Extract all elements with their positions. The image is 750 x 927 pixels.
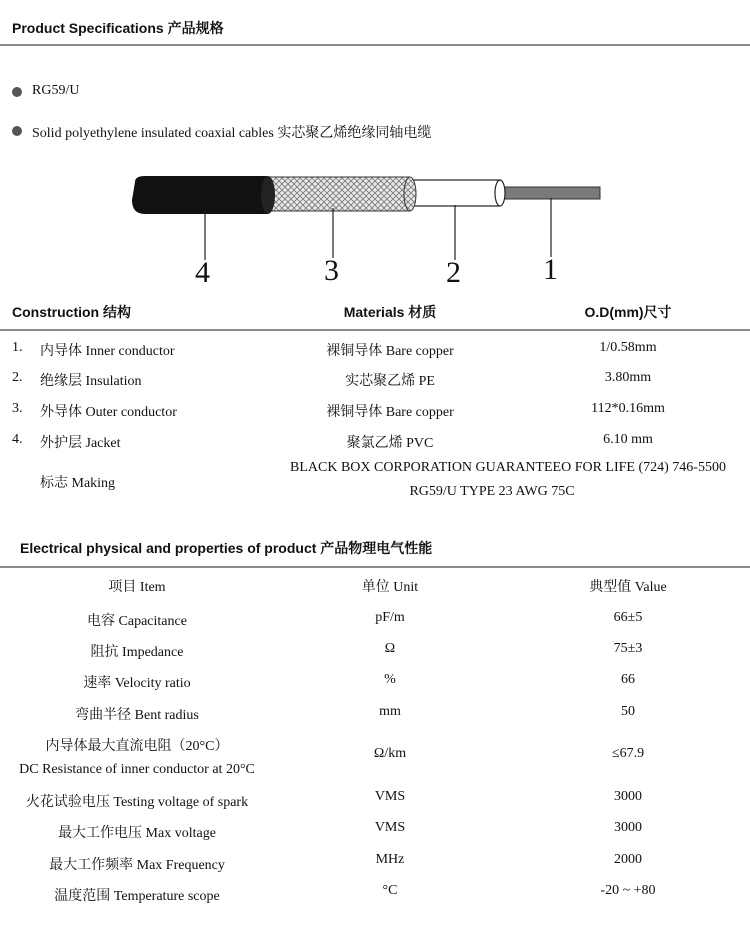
- bullet-text-1: RG59/U: [32, 83, 80, 98]
- diagram-label-3: 3: [324, 254, 339, 287]
- item-label: 火花试验电压 Testing voltage of spark: [25, 795, 249, 810]
- row-number: 4.: [12, 432, 23, 447]
- bullet-icon: [12, 87, 22, 97]
- material: 实芯聚乙烯 PE: [345, 374, 435, 389]
- od-value: 3.80mm: [604, 370, 652, 385]
- item-label: 最大工作电压 Max voltage: [58, 826, 216, 841]
- component-name: 内导体 Inner conductor: [40, 344, 175, 359]
- cable-diagram: [0, 160, 750, 290]
- diagram-label-4: 4: [195, 256, 210, 289]
- od-value: 6.10 mm: [603, 432, 653, 447]
- value: ≤67.9: [611, 746, 645, 761]
- value: 3000: [614, 820, 642, 835]
- item-label: 温度范围 Temperature scope: [54, 889, 220, 904]
- unit: VMS: [374, 820, 406, 835]
- unit: mm: [379, 704, 401, 719]
- unit: Ω: [384, 641, 396, 656]
- item-label: 阻抗 Impedance: [90, 645, 184, 660]
- row-number: 2.: [12, 370, 23, 385]
- materials-header: Materials 材质: [343, 304, 437, 320]
- unit: °C: [382, 883, 398, 898]
- unit: Ω/km: [373, 746, 407, 761]
- bullet-text-2: Solid polyethylene insulated coaxial cables 实芯聚乙烯绝缘同轴电缆: [32, 126, 432, 141]
- od-value: 1/0.58mm: [599, 340, 657, 355]
- jacket: [132, 176, 268, 214]
- unit: MHz: [375, 852, 405, 867]
- component-name: 外导体 Outer conductor: [40, 405, 177, 420]
- unit-header: 单位 Unit: [361, 580, 419, 595]
- item-label: 速率 Velocity ratio: [83, 676, 191, 691]
- page-title: Product Specifications 产品规格: [12, 20, 224, 36]
- item-label: 内导体最大直流电阻（20°C）: [45, 739, 229, 754]
- unit: VMS: [374, 789, 406, 804]
- marking-line-2: RG59/U TYPE 23 AWG 75C: [409, 484, 575, 499]
- diagram-label-1: 1: [543, 253, 558, 286]
- component-name: 绝缘层 Insulation: [40, 374, 142, 389]
- value: 66: [621, 672, 635, 687]
- construction-header: Construction 结构: [12, 304, 131, 320]
- electrical-title: Electrical physical and properties of product 产品物理电气性能: [20, 540, 433, 556]
- bullet-icon: [12, 126, 22, 136]
- item-label: 弯曲半径 Bent radius: [75, 708, 199, 723]
- value: 50: [621, 704, 635, 719]
- value: -20 ~ +80: [600, 883, 656, 898]
- item-label: 电容 Capacitance: [87, 614, 187, 629]
- item-header: 项目 Item: [108, 580, 166, 595]
- diagram-label-2: 2: [446, 256, 461, 289]
- marking-line-1: BLACK BOX CORPORATION GUARANTEEO FOR LIFE (724) 746-5500: [290, 460, 726, 475]
- electrical-divider: [0, 566, 750, 568]
- item-label-english: DC Resistance of inner conductor at 20°C: [19, 762, 255, 777]
- value: 66±5: [613, 610, 643, 625]
- insulation: [405, 180, 500, 206]
- inner-conductor: [495, 187, 600, 199]
- construction-divider: [0, 329, 750, 331]
- marking-label: 标志 Making: [40, 476, 116, 491]
- od-header: O.D(mm)尺寸: [584, 304, 672, 320]
- outer-conductor-braid: [265, 177, 410, 211]
- row-number: 3.: [12, 401, 23, 416]
- value-header: 典型值 Value: [589, 580, 667, 595]
- item-label: 最大工作频率 Max Frequency: [49, 858, 225, 873]
- row-number: 1.: [12, 340, 23, 355]
- material: 聚氯乙烯 PVC: [346, 436, 434, 451]
- title-divider: [0, 44, 750, 46]
- component-name: 外护层 Jacket: [40, 436, 121, 451]
- value: 2000: [614, 852, 642, 867]
- value: 75±3: [613, 641, 643, 656]
- od-value: 112*0.16mm: [591, 401, 665, 416]
- value: 3000: [614, 789, 642, 804]
- material: 裸铜导体 Bare copper: [326, 405, 454, 420]
- unit: pF/m: [375, 610, 405, 625]
- unit: %: [384, 672, 396, 687]
- material: 裸铜导体 Bare copper: [326, 344, 454, 359]
